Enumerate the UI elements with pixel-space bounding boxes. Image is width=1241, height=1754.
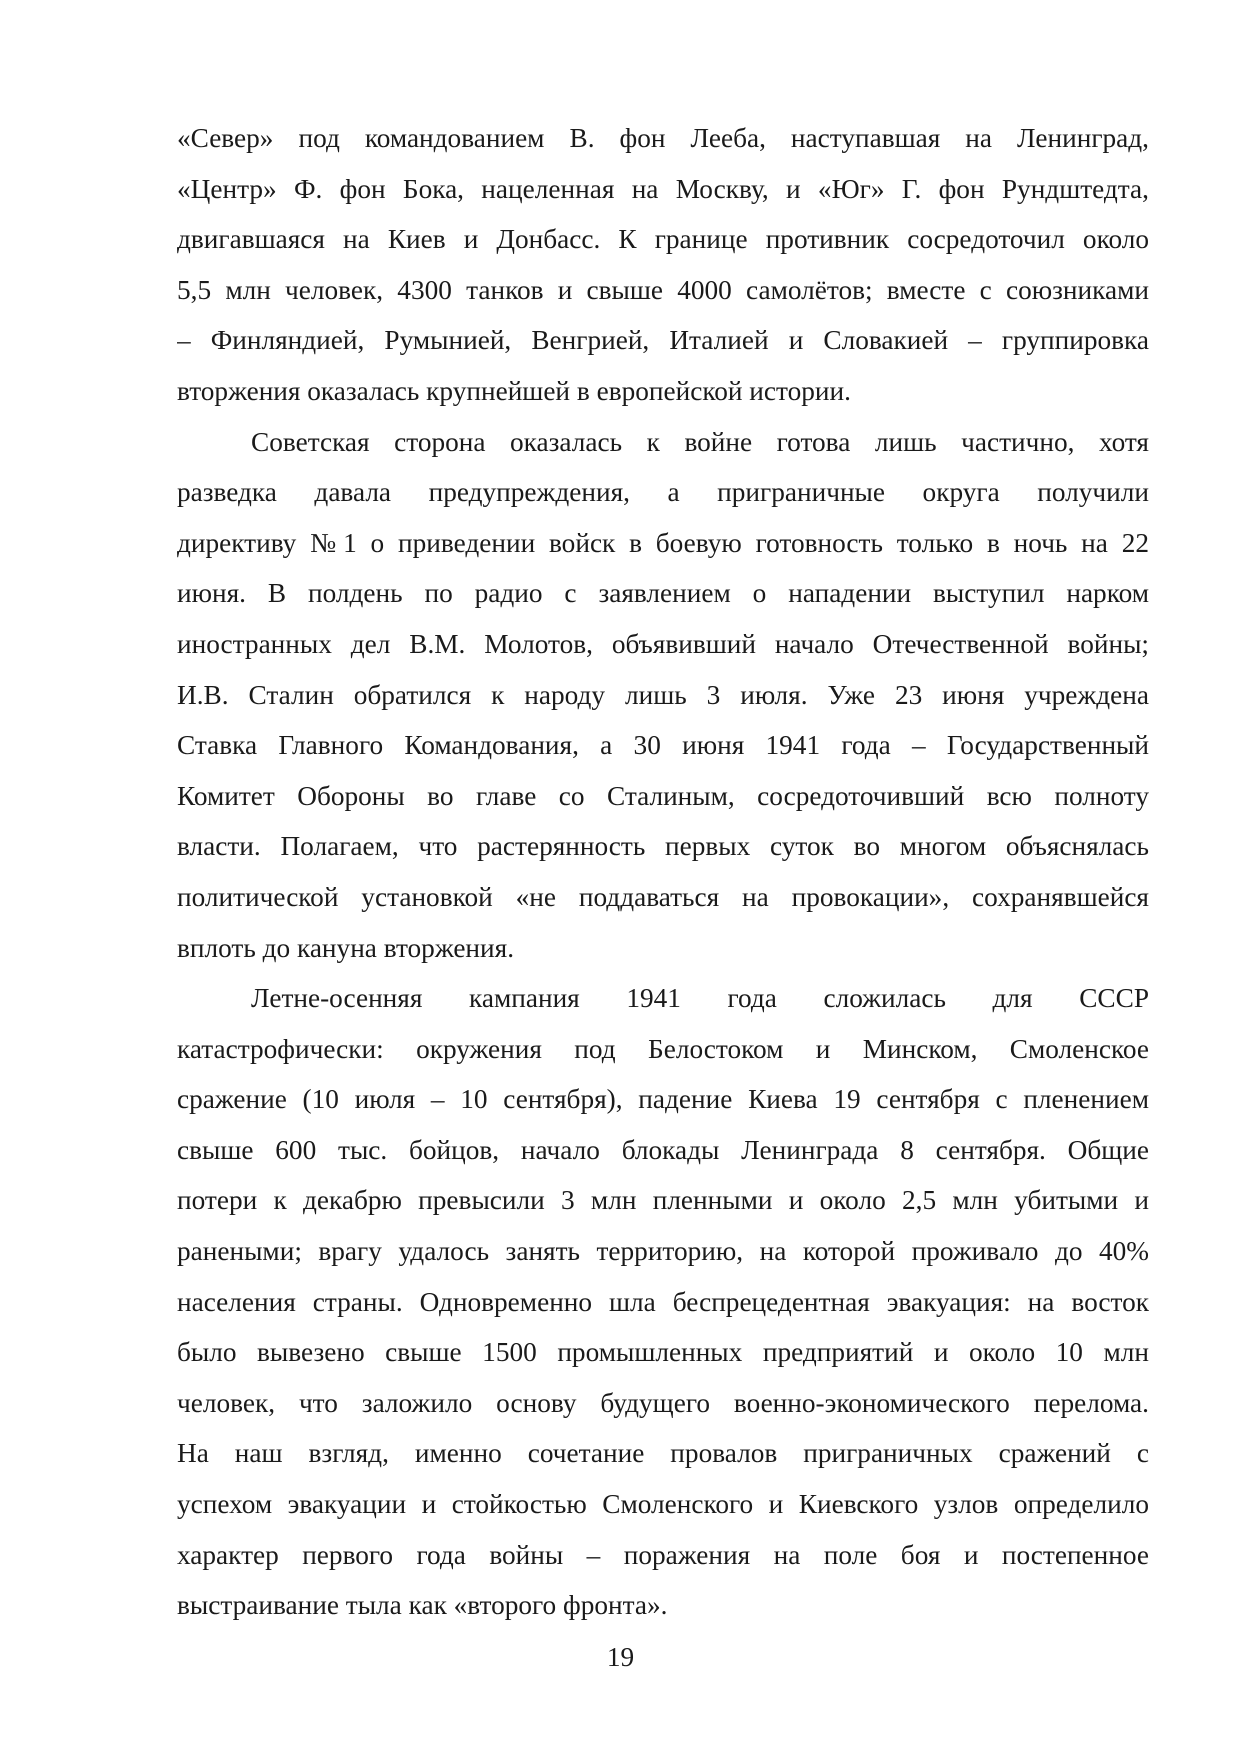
text-line: И.В. Сталин обратился к народу лишь 3 июля. Уже 23 июня учреждена [177, 679, 1149, 710]
text-line: вплоть до кануна вторжения. [177, 932, 515, 963]
text-line: выстраивание тыла как «второго фронта». [177, 1590, 668, 1621]
text-line: сражение (10 июля – 10 сентября), падение Киева 19 сентября с пленением [177, 1084, 1149, 1115]
text-line: потери к декабрю превысили 3 млн пленными и около 2,5 млн убитыми и [177, 1185, 1149, 1216]
text-line: катастрофически: окружения под Белостоком и Минском, Смоленское [177, 1033, 1149, 1064]
text-line: успехом эвакуации и стойкостью Смоленского и Киевского узлов определило [177, 1489, 1149, 1520]
text-line: политической установкой «не поддаваться на провокации», сохранявшейся [177, 881, 1149, 912]
text-line: ранеными; врагу удалось занять территорию, на которой проживало до 40% [177, 1236, 1149, 1267]
text-line: На наш взгляд, именно сочетание провалов приграничных сражений с [177, 1438, 1149, 1469]
text-line: – Финляндией, Румынией, Венгрией, Италией и Словакией – группировка [177, 325, 1149, 356]
page-number: 19 [606, 1642, 635, 1672]
text-line: июня. В полдень по радио с заявлением о нападении выступил нарком [177, 578, 1149, 609]
text-line: Комитет Обороны во главе со Сталиным, сосредоточивший всю полноту [177, 780, 1149, 811]
text-line: разведка давала предупреждения, а приграничные округа получили [177, 477, 1149, 508]
text-line: Ставка Главного Командования, а 30 июня 1941 года – Государственный [177, 730, 1149, 761]
text-line: было вывезено свыше 1500 промышленных предприятий и около 10 млн [177, 1337, 1149, 1368]
text-line: Советская сторона оказалась к войне готова лишь частично, хотя [251, 426, 1149, 457]
text-line: «Центр» Ф. фон Бока, нацеленная на Москву, и «Юг» Г. фон Рундштедта, [177, 173, 1149, 204]
text-line: власти. Полагаем, что растерянность первых суток во многом объяснялась [177, 831, 1149, 862]
paragraph [177, 973, 1149, 1631]
text-line: двигавшаяся на Киев и Донбасс. К границе противник сосредоточил около [177, 224, 1149, 255]
text-line: вторжения оказалась крупнейшей в европейской истории. [177, 375, 851, 406]
text-line: Летне-осенняя кампания 1941 года сложилась для СССР [251, 983, 1149, 1014]
text-line: «Север» под командованием В. фон Лееба, наступавшая на Ленинград, [177, 123, 1149, 153]
text-line: директиву №1 о приведении войск в боевую готовность только в ночь на 22 [177, 527, 1149, 558]
body-text [177, 113, 1149, 1631]
text-line: иностранных дел В.М. Молотов, объявивший начало Отечественной войны; [177, 628, 1149, 659]
text-line: характер первого года войны – поражения на поле боя и постепенное [177, 1539, 1149, 1570]
text-line: человек, что заложило основу будущего военно-экономического перелома. [177, 1387, 1149, 1418]
text-line: 5,5 млн человек, 4300 танков и свыше 4000 самолётов; вместе с союзниками [177, 274, 1149, 305]
paragraph [177, 113, 1149, 417]
paragraph [177, 417, 1149, 974]
text-line: населения страны. Одновременно шла беспрецедентная эвакуация: на восток [177, 1286, 1149, 1317]
text-line: свыше 600 тыс. бойцов, начало блокады Ленинграда 8 сентября. Общие [177, 1134, 1149, 1165]
